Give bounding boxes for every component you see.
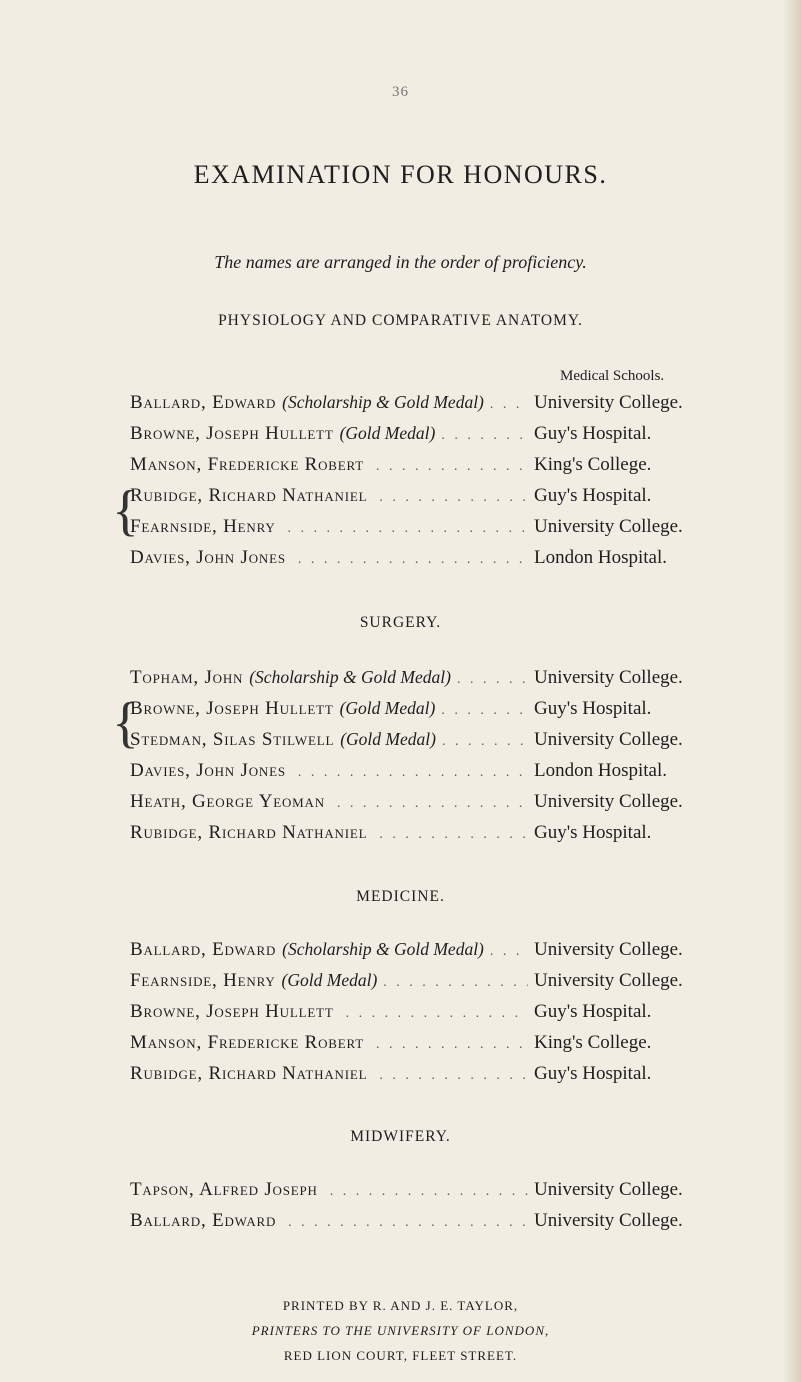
- medical-school: University College.: [534, 392, 683, 413]
- candidate-name: Rubidge, Richard Nathaniel: [130, 1063, 368, 1084]
- medical-school: Guy's Hospital.: [534, 822, 652, 843]
- candidate-name: Browne, Joseph Hullett: [130, 423, 334, 444]
- candidate-name: Manson, Fredericke Robert: [130, 1032, 364, 1053]
- dot-leader: [442, 734, 528, 750]
- section-heading-medicine: MEDICINE.: [356, 888, 445, 905]
- medical-school: University College.: [534, 970, 683, 991]
- medical-school: University College.: [534, 516, 683, 537]
- printer-line: PRINTED BY R. AND J. E. TAYLOR,: [282, 1298, 519, 1313]
- dot-leader: [379, 1068, 528, 1084]
- tie-brace: {: [112, 480, 139, 542]
- list-item: [130, 454, 712, 482]
- candidate-name: Fearnside, Henry: [130, 970, 276, 991]
- list-item: [130, 970, 712, 998]
- candidate-name: Ballard, Edward: [130, 392, 277, 413]
- medical-school: King's College.: [534, 1032, 652, 1053]
- list-item: [130, 1179, 712, 1207]
- medical-school: University College.: [534, 729, 683, 750]
- dot-leader: [490, 944, 528, 960]
- dot-leader: [441, 428, 528, 444]
- candidate-name: Browne, Joseph Hullett: [130, 1001, 334, 1022]
- page-title: EXAMINATION FOR HONOURS.: [193, 160, 608, 189]
- dot-leader: [457, 672, 528, 688]
- candidate-name: Ballard, Edward: [130, 939, 277, 960]
- medical-school: Guy's Hospital.: [534, 1001, 652, 1022]
- candidate-name: Heath, George Yeoman: [130, 791, 325, 812]
- candidate-name: Ballard, Edward: [130, 1210, 277, 1231]
- candidate-name: Davies, John Jones: [130, 760, 286, 781]
- medical-school: King's College.: [534, 454, 652, 475]
- list-item: [130, 547, 712, 575]
- section-heading-surgery: SURGERY.: [359, 614, 442, 631]
- medical-school: Guy's Hospital.: [534, 485, 652, 506]
- medical-school: London Hospital.: [534, 760, 667, 781]
- dot-leader: [376, 1037, 528, 1053]
- medical-school: University College.: [534, 939, 683, 960]
- medical-school: University College.: [534, 1179, 683, 1200]
- list-item: [130, 1063, 712, 1091]
- list-item: [130, 516, 712, 544]
- section-heading-midwifery: MIDWIFERY.: [350, 1128, 451, 1145]
- award: (Scholarship & Gold Medal): [282, 392, 484, 412]
- award: (Scholarship & Gold Medal): [282, 939, 484, 959]
- candidate-name: Tapson, Alfred Joseph: [130, 1179, 318, 1200]
- dot-leader: [288, 521, 528, 537]
- section-heading-physiology: PHYSIOLOGY AND COMPARATIVE ANATOMY.: [218, 312, 583, 329]
- medical-schools-label: Medical Schools.: [560, 368, 665, 384]
- page-edge: [783, 0, 801, 1382]
- list-item: [130, 760, 712, 788]
- award: (Gold Medal): [340, 729, 436, 749]
- award: (Scholarship & Gold Medal): [249, 667, 451, 687]
- dot-leader: [330, 1184, 528, 1200]
- candidate-name: Davies, John Jones: [130, 547, 286, 568]
- medical-school: Guy's Hospital.: [534, 1063, 652, 1084]
- list-item: [130, 392, 712, 420]
- subtitle: The names are arranged in the order of proficiency.: [214, 252, 587, 272]
- list-item: [130, 939, 712, 967]
- award: (Gold Medal): [339, 423, 436, 443]
- list-item: [130, 791, 712, 819]
- candidate-name: Rubidge, Richard Nathaniel: [130, 485, 368, 506]
- candidate-name: Rubidge, Richard Nathaniel: [130, 822, 368, 843]
- list-item: [130, 423, 712, 451]
- list-item: [130, 1032, 712, 1060]
- dot-leader: [379, 827, 528, 843]
- dot-leader: [288, 1215, 528, 1231]
- candidate-name: Stedman, Silas Stilwell: [130, 729, 335, 750]
- list-item: [130, 698, 712, 726]
- dot-leader: [379, 490, 528, 506]
- printer-address-line: RED LION COURT, FLEET STREET.: [283, 1348, 518, 1363]
- medical-school: University College.: [534, 667, 683, 688]
- tie-brace: {: [112, 692, 139, 754]
- printer-title-line: PRINTERS TO THE UNIVERSITY OF LONDON,: [251, 1323, 550, 1338]
- page-number: 36: [392, 84, 409, 100]
- list-item: [130, 1210, 712, 1238]
- candidate-name: Browne, Joseph Hullett: [130, 698, 334, 719]
- dot-leader: [346, 1006, 528, 1022]
- medical-school: Guy's Hospital.: [534, 423, 652, 444]
- list-item: [130, 729, 712, 757]
- dot-leader: [337, 796, 528, 812]
- dot-leader: [298, 552, 528, 568]
- medical-school: Guy's Hospital.: [534, 698, 652, 719]
- medical-school: London Hospital.: [534, 547, 667, 568]
- dot-leader: [441, 703, 528, 719]
- list-item: [130, 667, 712, 695]
- list-item: [130, 1001, 712, 1029]
- candidate-name: Topham, John: [130, 667, 244, 688]
- dot-leader: [376, 459, 528, 475]
- medical-school: University College.: [534, 791, 683, 812]
- candidate-name: Fearnside, Henry: [130, 516, 276, 537]
- list-item: [130, 822, 712, 850]
- candidate-name: Manson, Fredericke Robert: [130, 454, 364, 475]
- list-item: [130, 485, 712, 513]
- medical-school: University College.: [534, 1210, 683, 1231]
- award: (Gold Medal): [281, 970, 378, 990]
- dot-leader: [298, 765, 528, 781]
- award: (Gold Medal): [339, 698, 436, 718]
- dot-leader: [383, 975, 528, 991]
- dot-leader: [490, 397, 528, 413]
